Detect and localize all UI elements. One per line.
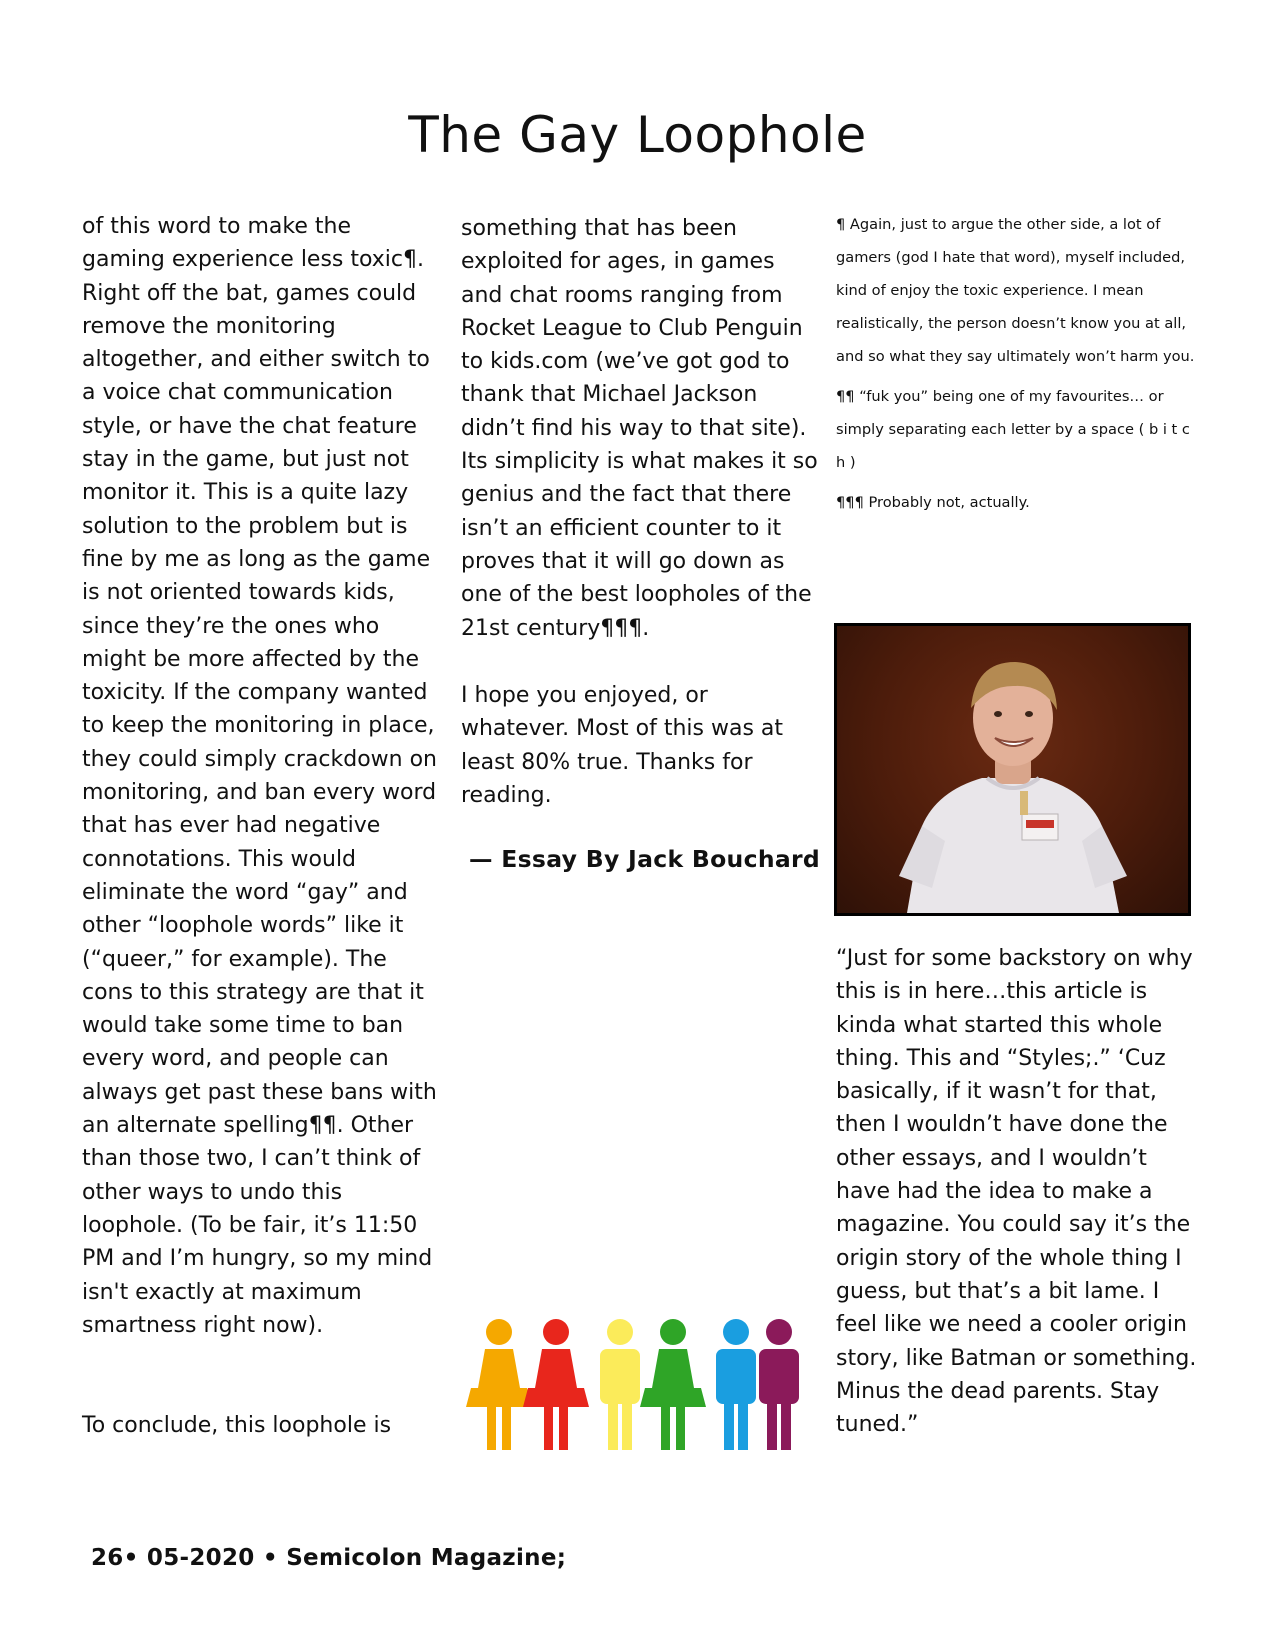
page-title: The Gay Loophole <box>408 105 867 164</box>
footnote-2: ¶¶ “fuk you” being one of my favourites… or simply separating each letter by a space ( b i t c h ) <box>836 388 1190 471</box>
footnotes <box>836 208 1201 519</box>
footnote-3: ¶¶¶ Probably not, actually. <box>836 494 1030 511</box>
man-figure-icon <box>716 1319 756 1450</box>
author-byline: — Essay By Jack Bouchard <box>469 845 821 873</box>
man-figure-icon <box>600 1319 640 1450</box>
article-column-1: of this word to make the gaming experience less toxic¶. Right off the bat, games could remove the monitoring altogether, and either switch to a voice chat communication style, or have the chat feature stay in the game, but just not monitor it. This is a quite lazy solution to the problem but is fine by me as long as the game is not oriented towards kids, since they’re the ones who might be more affected by the toxicity. If the company wanted to keep the monitoring in place, they could simply crackdown on monitoring, and ban every word that has ever had negative connotations. This would eliminate the word “gay” and other “loophole words” like it (“queer,” for example). The cons to this strategy are that it would take some time to ban every word, and people can always get past these bans with an alternate spelling¶¶. Other than those two, I can’t think of other ways to undo this loophole. (To be fair, it’s 11:50 PM and I’m hungry, so my mind isn't exactly at maximum smartness right now). <box>82 214 437 1338</box>
footnote-1: ¶ Again, just to argue the other side, a lot of gamers (god I hate that word), myself included, kind of enjoy the toxic experience. I mean realistically, the person doesn’t know you at all, and so what they say ultimately won’t harm you. <box>836 216 1195 365</box>
rainbow-figures-graphic <box>465 1318 815 1450</box>
author-photo <box>834 623 1191 916</box>
sidebar-quote: “Just for some backstory on why this is in here…this article is kinda what started this whole thing. This and “Styles;.” ‘Cuz basically, if it wasn’t for that, then I wouldn’t have done the other essays, and I wouldn’t have had the idea to make a magazine. You could say it’s the origin story of the whole thing I guess, but that’s a bit lame. I feel like we need a cooler origin story, like Batman or something. Minus the dead parents. Stay tuned.” <box>836 946 1197 1438</box>
article-closing: I hope you enjoyed, or whatever. Most of this was at least 80% true. Thanks for reading. <box>461 683 784 808</box>
article-conclusion-start: To conclude, this loophole is <box>82 1413 392 1438</box>
page-footer: 26• 05-2020 • Semicolon Magazine; <box>91 1545 567 1571</box>
article-column-2: something that has been exploited for ages, in games and chat rooms ranging from Rocket League to Club Penguin to kids.com (we’ve got god to thank that Michael Jackson didn’t find his way to that site). Its simplicity is what makes it so genius and the fact that there isn’t an efficient counter to it proves that it will go down as one of the best loopholes of the 21st century¶¶¶. <box>461 216 818 641</box>
woman-figure-icon <box>466 1319 532 1450</box>
author-portrait-illustration <box>837 626 1188 913</box>
woman-figure-icon <box>523 1319 589 1450</box>
man-figure-icon <box>759 1319 799 1450</box>
woman-figure-icon <box>640 1319 706 1450</box>
